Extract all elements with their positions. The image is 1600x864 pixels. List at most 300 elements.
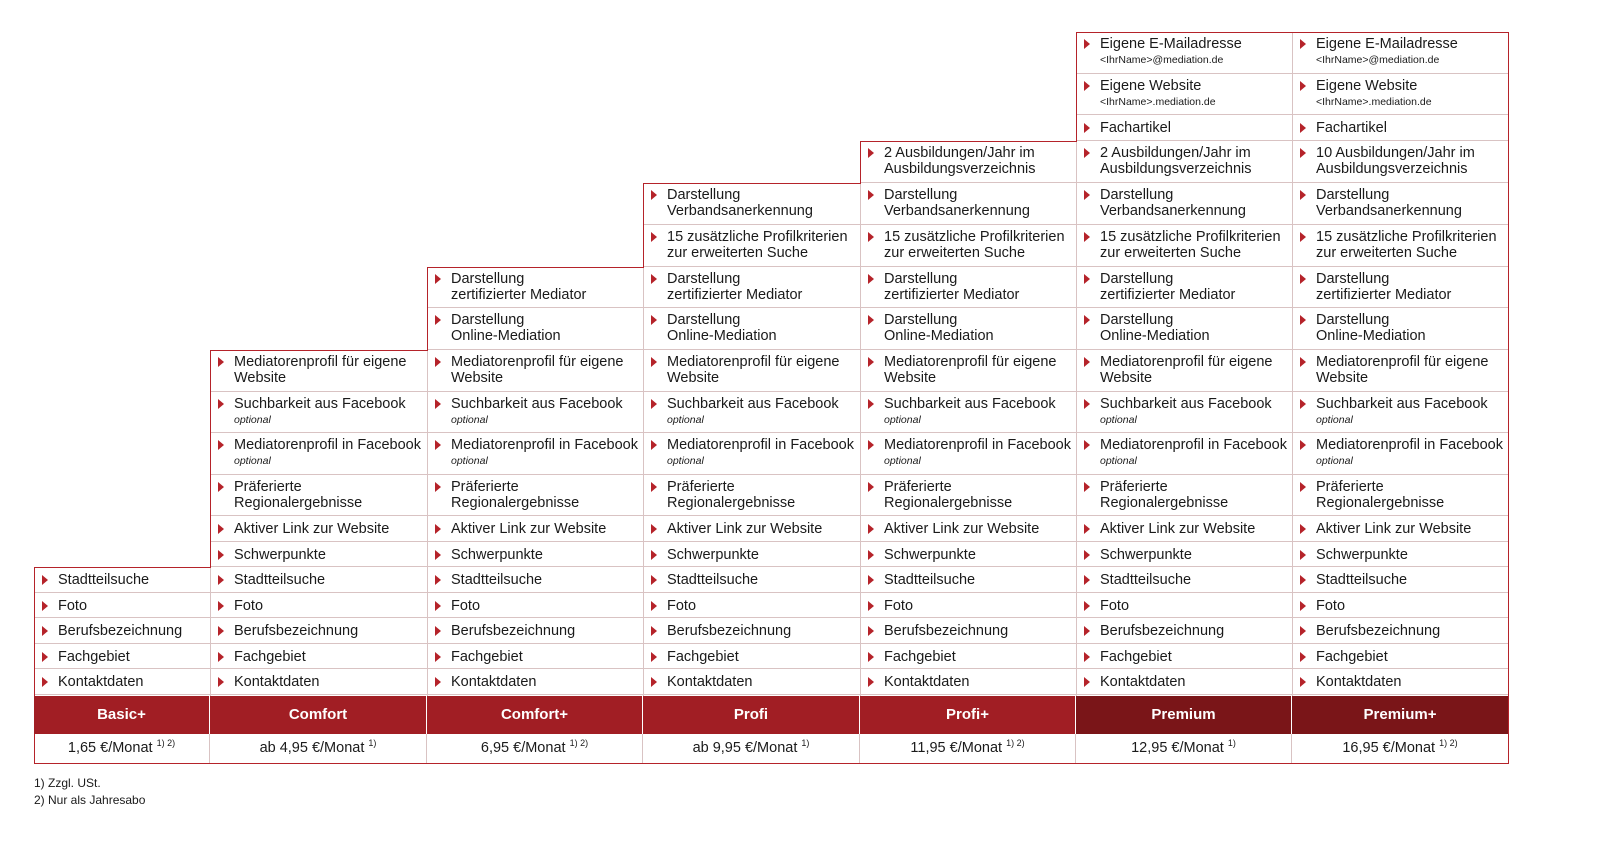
feature-cell-fb_suche <box>1292 392 1508 433</box>
feature-label: Stadtteilsuche <box>667 572 759 588</box>
bullet-triangle-icon <box>435 357 441 367</box>
feature-label: Stadtteilsuche <box>451 572 543 588</box>
feature-subtext: <IhrName>.mediation.de <box>1316 96 1432 108</box>
bullet-triangle-icon <box>435 315 441 325</box>
feature-label: Foto <box>58 598 88 614</box>
feature-label: Suchbarkeit aus Facebook <box>1316 396 1488 412</box>
feature-cell-stadtteil <box>860 567 1076 593</box>
bullet-triangle-icon <box>435 274 441 284</box>
bullet-triangle-icon <box>1300 626 1306 636</box>
feature-label: Regionalergebnisse <box>1316 495 1445 511</box>
feature-label: Mediatorenprofil für eigene <box>451 354 624 370</box>
bullet-triangle-icon <box>868 190 874 200</box>
feature-cell-link <box>427 516 643 542</box>
feature-label: Darstellung <box>451 271 525 287</box>
bullet-triangle-icon <box>651 399 657 409</box>
bullet-triangle-icon <box>435 399 441 409</box>
feature-label: Regionalergebnisse <box>451 495 580 511</box>
bullet-triangle-icon <box>868 626 874 636</box>
feature-label: Online-Mediation <box>1316 328 1426 344</box>
feature-cell-foto <box>643 593 860 618</box>
feature-label: Mediatorenprofil in Facebook <box>667 437 854 453</box>
bullet-triangle-icon <box>868 399 874 409</box>
bullet-triangle-icon <box>42 652 48 662</box>
bullet-triangle-icon <box>42 601 48 611</box>
staircase-border <box>427 267 644 268</box>
bullet-triangle-icon <box>1084 524 1090 534</box>
bullet-triangle-icon <box>868 148 874 158</box>
feature-cell-fb_suche <box>643 392 860 433</box>
optional-note: optional <box>884 455 921 467</box>
feature-label: Darstellung <box>667 271 741 287</box>
feature-label: Darstellung <box>1100 312 1174 328</box>
feature-label: Website <box>884 370 937 386</box>
feature-cell-kriterien <box>1076 225 1292 267</box>
feature-label: Eigene E-Mailadresse <box>1316 36 1458 52</box>
feature-cell-foto <box>1292 593 1508 618</box>
bullet-triangle-icon <box>1084 315 1090 325</box>
feature-label: zur erweiterten Suche <box>884 245 1026 261</box>
bullet-triangle-icon <box>1300 440 1306 450</box>
feature-cell-online <box>427 308 643 350</box>
bullet-triangle-icon <box>651 550 657 560</box>
feature-cell-regional <box>1292 475 1508 516</box>
feature-cell-stadtteil <box>34 567 210 593</box>
price-footnote-ref: 1) <box>1227 738 1236 749</box>
feature-label: Aktiver Link zur Website <box>667 521 823 537</box>
feature-label: Mediatorenprofil für eigene <box>234 354 407 370</box>
bullet-triangle-icon <box>1300 357 1306 367</box>
feature-label: Präferierte <box>234 479 302 495</box>
plan-price-5 <box>1076 734 1292 763</box>
bullet-triangle-icon <box>868 575 874 585</box>
feature-cell-kontakt <box>34 669 210 695</box>
feature-label: Präferierte <box>884 479 952 495</box>
bullet-triangle-icon <box>218 652 224 662</box>
feature-cell-zertifiziert <box>1076 267 1292 308</box>
feature-label: Stadtteilsuche <box>58 572 150 588</box>
bullet-triangle-icon <box>1300 399 1306 409</box>
feature-label: Fachartikel <box>1100 120 1171 136</box>
bullet-triangle-icon <box>1084 39 1090 49</box>
feature-cell-website <box>1076 74 1292 115</box>
bullet-triangle-icon <box>218 550 224 560</box>
price-footnote-ref: 1) <box>801 738 810 749</box>
feature-label: Darstellung <box>1100 187 1174 203</box>
feature-label: Präferierte <box>451 479 519 495</box>
bullet-triangle-icon <box>42 575 48 585</box>
feature-label: Fachgebiet <box>1316 649 1388 665</box>
feature-cell-regional <box>860 475 1076 516</box>
feature-label: Berufsbezeichnung <box>1316 623 1441 639</box>
feature-cell-fb_profil <box>427 433 643 475</box>
feature-cell-beruf <box>427 618 643 644</box>
feature-label: Suchbarkeit aus Facebook <box>884 396 1056 412</box>
feature-label: Stadtteilsuche <box>1100 572 1192 588</box>
bullet-triangle-icon <box>868 232 874 242</box>
bullet-triangle-icon <box>651 274 657 284</box>
feature-label: zertifizierter Mediator <box>451 287 587 303</box>
bullet-triangle-icon <box>435 601 441 611</box>
price-value: ab 9,95 €/Monat <box>692 740 798 756</box>
feature-cell-beruf <box>210 618 427 644</box>
feature-label: 2 Ausbildungen/Jahr im <box>884 145 1035 161</box>
feature-label: Kontaktdaten <box>58 674 144 690</box>
bullet-triangle-icon <box>1084 357 1090 367</box>
feature-cell-schwerpunkte <box>1292 542 1508 567</box>
bullet-triangle-icon <box>1084 81 1090 91</box>
feature-cell-fb_profil <box>643 433 860 475</box>
feature-label: 15 zusätzliche Profilkriterien <box>884 229 1065 245</box>
feature-label: zur erweiterten Suche <box>667 245 809 261</box>
feature-cell-kontakt <box>643 669 860 695</box>
feature-cell-ausb2 <box>1076 141 1292 183</box>
bullet-triangle-icon <box>1084 148 1090 158</box>
feature-cell-stadtteil <box>210 567 427 593</box>
feature-cell-website <box>1292 74 1508 115</box>
staircase-border <box>860 141 861 183</box>
feature-label: Online-Mediation <box>1100 328 1210 344</box>
feature-label: Regionalergebnisse <box>1100 495 1229 511</box>
bullet-triangle-icon <box>218 524 224 534</box>
bullet-triangle-icon <box>1300 39 1306 49</box>
feature-cell-beruf <box>860 618 1076 644</box>
feature-label: Aktiver Link zur Website <box>451 521 607 537</box>
bullet-triangle-icon <box>1300 524 1306 534</box>
feature-cell-regional <box>1076 475 1292 516</box>
bullet-triangle-icon <box>868 482 874 492</box>
feature-cell-zertifiziert <box>1292 267 1508 308</box>
feature-cell-link <box>210 516 427 542</box>
price-value: 6,95 €/Monat <box>480 740 566 756</box>
feature-label: Berufsbezeichnung <box>58 623 183 639</box>
feature-label: Darstellung <box>1316 271 1390 287</box>
feature-label: Foto <box>884 598 914 614</box>
optional-note: optional <box>234 455 271 467</box>
feature-label: Verbandsanerkennung <box>1100 203 1246 219</box>
feature-label: Website <box>234 370 287 386</box>
bullet-triangle-icon <box>868 524 874 534</box>
plan-price-0 <box>34 734 210 763</box>
feature-label: Online-Mediation <box>667 328 777 344</box>
bullet-triangle-icon <box>42 677 48 687</box>
feature-label: Stadtteilsuche <box>1316 572 1408 588</box>
feature-label: Stadtteilsuche <box>884 572 976 588</box>
bullet-triangle-icon <box>1084 601 1090 611</box>
feature-cell-email <box>1076 32 1292 74</box>
feature-cell-stadtteil <box>643 567 860 593</box>
feature-cell-fb_suche <box>210 392 427 433</box>
feature-label: 2 Ausbildungen/Jahr im <box>1100 145 1251 161</box>
feature-cell-profil_web <box>427 350 643 392</box>
bullet-triangle-icon <box>1084 652 1090 662</box>
feature-label: Fachartikel <box>1316 120 1387 136</box>
footnote-2: 2) Nur als Jahresabo <box>34 793 146 807</box>
bullet-triangle-icon <box>435 626 441 636</box>
feature-label: Aktiver Link zur Website <box>1100 521 1256 537</box>
feature-cell-foto <box>427 593 643 618</box>
staircase-border <box>1076 32 1293 33</box>
optional-note: optional <box>1316 455 1353 467</box>
feature-label: Berufsbezeichnung <box>667 623 792 639</box>
feature-cell-fb_profil <box>860 433 1076 475</box>
feature-cell-stadtteil <box>1076 567 1292 593</box>
bullet-triangle-icon <box>651 601 657 611</box>
feature-cell-schwerpunkte <box>860 542 1076 567</box>
feature-cell-foto <box>34 593 210 618</box>
staircase-border <box>1508 32 1509 763</box>
bullet-triangle-icon <box>218 399 224 409</box>
feature-label: Foto <box>234 598 264 614</box>
feature-label: Darstellung <box>884 271 958 287</box>
feature-label: Regionalergebnisse <box>884 495 1013 511</box>
bullet-triangle-icon <box>868 601 874 611</box>
bullet-triangle-icon <box>218 626 224 636</box>
column-divider <box>860 141 861 696</box>
feature-label: Kontaktdaten <box>234 674 320 690</box>
feature-label: zur erweiterten Suche <box>1100 245 1242 261</box>
feature-label: Berufsbezeichnung <box>234 623 359 639</box>
feature-label: Aktiver Link zur Website <box>234 521 390 537</box>
feature-cell-stadtteil <box>427 567 643 593</box>
bullet-triangle-icon <box>1300 232 1306 242</box>
feature-label: Eigene E-Mailadresse <box>1100 36 1242 52</box>
plan-header-2: Comfort+ <box>427 696 643 734</box>
feature-label: zertifizierter Mediator <box>884 287 1020 303</box>
optional-note: optional <box>884 414 921 426</box>
feature-cell-fachgebiet <box>860 644 1076 669</box>
feature-label: Fachgebiet <box>1100 649 1172 665</box>
feature-label: Suchbarkeit aus Facebook <box>667 396 839 412</box>
bullet-triangle-icon <box>651 575 657 585</box>
price-value: 11,95 €/Monat <box>910 740 1003 756</box>
feature-cell-link <box>643 516 860 542</box>
feature-label: Suchbarkeit aus Facebook <box>451 396 623 412</box>
feature-label: 15 zusätzliche Profilkriterien <box>1316 229 1497 245</box>
feature-label: 15 zusätzliche Profilkriterien <box>667 229 848 245</box>
bullet-triangle-icon <box>1300 148 1306 158</box>
plan-price-4 <box>860 734 1076 763</box>
feature-label: Ausbildungsverzeichnis <box>1100 161 1252 177</box>
bullet-triangle-icon <box>868 274 874 284</box>
price-footnote-ref: 1) <box>368 738 377 749</box>
feature-cell-foto <box>210 593 427 618</box>
feature-label: Schwerpunkte <box>451 547 543 563</box>
feature-cell-kriterien <box>1292 225 1508 267</box>
feature-label: Online-Mediation <box>884 328 994 344</box>
feature-label: Darstellung <box>884 187 958 203</box>
feature-cell-fachgebiet <box>427 644 643 669</box>
feature-cell-kriterien <box>643 225 860 267</box>
feature-cell-profil_web <box>210 350 427 392</box>
feature-cell-verband <box>1292 183 1508 225</box>
feature-label: Schwerpunkte <box>667 547 759 563</box>
bullet-triangle-icon <box>868 550 874 560</box>
feature-cell-profil_web <box>1292 350 1508 392</box>
bullet-triangle-icon <box>1300 575 1306 585</box>
feature-label: Fachgebiet <box>667 649 739 665</box>
feature-label: Verbandsanerkennung <box>667 203 813 219</box>
price-footnote-ref: 1) 2) <box>1006 738 1025 749</box>
feature-cell-fachgebiet <box>1076 644 1292 669</box>
bullet-triangle-icon <box>1084 399 1090 409</box>
feature-label: Mediatorenprofil in Facebook <box>1316 437 1503 453</box>
bullet-triangle-icon <box>868 357 874 367</box>
bullet-triangle-icon <box>1084 550 1090 560</box>
feature-cell-regional <box>643 475 860 516</box>
feature-cell-verband <box>1076 183 1292 225</box>
feature-label: zertifizierter Mediator <box>667 287 803 303</box>
feature-cell-fb_profil <box>210 433 427 475</box>
feature-label: 10 Ausbildungen/Jahr im <box>1316 145 1475 161</box>
feature-label: Berufsbezeichnung <box>884 623 1009 639</box>
bullet-triangle-icon <box>651 677 657 687</box>
feature-label: Eigene Website <box>1100 78 1202 94</box>
feature-subtext: <IhrName>@mediation.de <box>1100 54 1224 66</box>
feature-cell-regional <box>210 475 427 516</box>
feature-label: Aktiver Link zur Website <box>884 521 1040 537</box>
feature-cell-fb_suche <box>1076 392 1292 433</box>
feature-cell-zertifiziert <box>427 267 643 308</box>
feature-label: Schwerpunkte <box>1316 547 1408 563</box>
feature-label: Mediatorenprofil für eigene <box>884 354 1057 370</box>
bullet-triangle-icon <box>1300 190 1306 200</box>
bullet-triangle-icon <box>1084 575 1090 585</box>
bullet-triangle-icon <box>1084 190 1090 200</box>
feature-cell-schwerpunkte <box>643 542 860 567</box>
feature-label: Stadtteilsuche <box>234 572 326 588</box>
plan-price-6 <box>1292 734 1508 763</box>
feature-subtext: <IhrName>@mediation.de <box>1316 54 1440 66</box>
feature-cell-foto <box>860 593 1076 618</box>
plan-price-2 <box>427 734 643 763</box>
feature-cell-beruf <box>34 618 210 644</box>
bullet-triangle-icon <box>435 524 441 534</box>
feature-cell-fb_profil <box>1292 433 1508 475</box>
bullet-triangle-icon <box>218 601 224 611</box>
feature-label: Darstellung <box>1316 187 1390 203</box>
staircase-border <box>643 183 861 184</box>
bullet-triangle-icon <box>1084 274 1090 284</box>
feature-label: Darstellung <box>1100 271 1174 287</box>
bullet-triangle-icon <box>1300 550 1306 560</box>
feature-cell-verband <box>643 183 860 225</box>
bullet-triangle-icon <box>1084 677 1090 687</box>
feature-label: Mediatorenprofil in Facebook <box>884 437 1071 453</box>
feature-label: Fachgebiet <box>58 649 130 665</box>
optional-note: optional <box>667 455 704 467</box>
feature-label: Schwerpunkte <box>1100 547 1192 563</box>
price-value: 1,65 €/Monat <box>67 740 153 756</box>
feature-label: Mediatorenprofil in Facebook <box>1100 437 1287 453</box>
bullet-triangle-icon <box>651 357 657 367</box>
feature-label: Website <box>1316 370 1369 386</box>
optional-note: optional <box>1100 455 1137 467</box>
optional-note: optional <box>667 414 704 426</box>
feature-label: Website <box>451 370 504 386</box>
feature-cell-kontakt <box>1292 669 1508 695</box>
feature-label: Regionalergebnisse <box>234 495 363 511</box>
bullet-triangle-icon <box>1084 232 1090 242</box>
bullet-triangle-icon <box>868 652 874 662</box>
feature-label: Suchbarkeit aus Facebook <box>234 396 406 412</box>
price-footnote-ref: 1) 2) <box>156 738 176 749</box>
optional-note: optional <box>1316 414 1353 426</box>
staircase-border <box>210 350 428 351</box>
staircase-border <box>34 567 35 696</box>
bullet-triangle-icon <box>435 482 441 492</box>
feature-cell-schwerpunkte <box>1076 542 1292 567</box>
bullet-triangle-icon <box>1084 123 1090 133</box>
plan-header-3: Profi <box>643 696 860 734</box>
feature-subtext: <IhrName>.mediation.de <box>1100 96 1216 108</box>
bullet-triangle-icon <box>651 524 657 534</box>
feature-cell-online <box>1076 308 1292 350</box>
staircase-border <box>643 183 644 267</box>
staircase-border <box>1076 32 1077 141</box>
bullet-triangle-icon <box>651 190 657 200</box>
feature-label: Kontaktdaten <box>667 674 753 690</box>
feature-label: Foto <box>1100 598 1130 614</box>
bullet-triangle-icon <box>1300 81 1306 91</box>
price-value: ab 4,95 €/Monat <box>259 740 365 756</box>
plan-header-5: Premium <box>1076 696 1292 734</box>
price-value: 16,95 €/Monat <box>1342 740 1436 756</box>
feature-label: 15 zusätzliche Profilkriterien <box>1100 229 1281 245</box>
feature-cell-regional <box>427 475 643 516</box>
bullet-triangle-icon <box>651 440 657 450</box>
feature-label: Mediatorenprofil für eigene <box>1316 354 1489 370</box>
feature-label: Foto <box>667 598 697 614</box>
bullet-triangle-icon <box>435 652 441 662</box>
bullet-triangle-icon <box>1300 274 1306 284</box>
feature-cell-fachgebiet <box>1292 644 1508 669</box>
plan-header-4: Profi+ <box>860 696 1076 734</box>
price-footnote-ref: 1) 2) <box>1439 738 1458 749</box>
staircase-border <box>860 141 1077 142</box>
feature-label: Website <box>667 370 720 386</box>
bullet-triangle-icon <box>868 315 874 325</box>
plan-header-0: Basic+ <box>34 696 210 734</box>
feature-cell-zertifiziert <box>643 267 860 308</box>
feature-cell-fb_profil <box>1076 433 1292 475</box>
plan-price-1 <box>210 734 427 763</box>
feature-cell-kontakt <box>860 669 1076 695</box>
feature-cell-profil_web <box>643 350 860 392</box>
feature-label: Darstellung <box>1316 312 1390 328</box>
bullet-triangle-icon <box>1084 626 1090 636</box>
feature-cell-fachartikel <box>1292 115 1508 141</box>
feature-label: Regionalergebnisse <box>667 495 796 511</box>
feature-cell-ausb10 <box>1292 141 1508 183</box>
feature-label: Mediatorenprofil in Facebook <box>451 437 638 453</box>
feature-cell-stadtteil <box>1292 567 1508 593</box>
feature-cell-beruf <box>1076 618 1292 644</box>
bullet-triangle-icon <box>435 575 441 585</box>
optional-note: optional <box>451 414 488 426</box>
feature-label: zertifizierter Mediator <box>1100 287 1236 303</box>
feature-label: Website <box>1100 370 1153 386</box>
feature-cell-ausb2 <box>860 141 1076 183</box>
feature-cell-verband <box>860 183 1076 225</box>
bullet-triangle-icon <box>1084 440 1090 450</box>
feature-cell-link <box>860 516 1076 542</box>
feature-label: Kontaktdaten <box>884 674 970 690</box>
staircase-border <box>34 567 211 568</box>
feature-cell-kontakt <box>210 669 427 695</box>
feature-label: Kontaktdaten <box>1316 674 1402 690</box>
feature-label: Präferierte <box>667 479 735 495</box>
